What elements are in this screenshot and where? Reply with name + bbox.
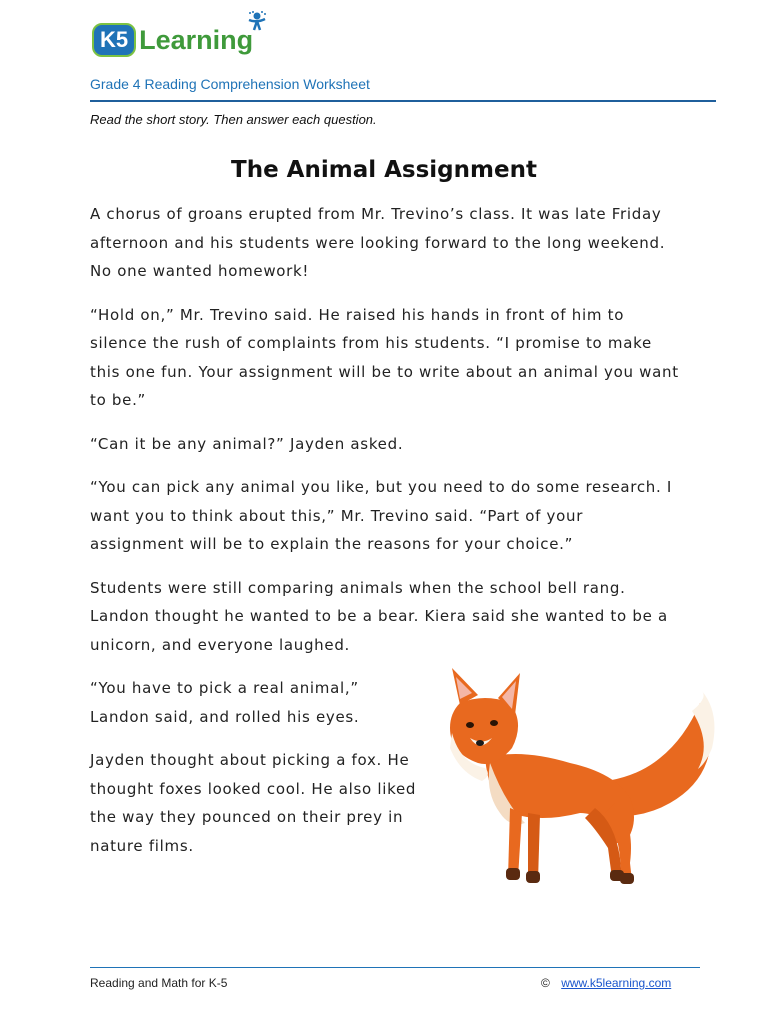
story-paragraph: Jayden thought about picking a fox. He thought foxes looked cool. He also liked the way they pounced on their prey in nature films.: [90, 751, 417, 855]
k5-learning-logo[interactable]: [92, 20, 253, 60]
story-paragraph: “Hold on,” Mr. Trevino said. He raised his hands in front of him to silence the rush of complaints from his students. “I promise to make this one fun. Your assignment will be to write about an animal you want to be.”: [90, 305, 679, 409]
footer-credits: [541, 976, 671, 990]
story-paragraph: “You have to pick a real animal,” Landon said, and rolled his eyes.: [90, 679, 360, 726]
fox-illustration: [430, 663, 720, 893]
header-divider: [90, 100, 716, 102]
story-title: The Animal Assignment: [231, 157, 537, 183]
logo-text: [139, 25, 253, 55]
story-paragraph: “Can it be any animal?” Jayden asked.: [90, 434, 404, 453]
logo-badge: K5: [92, 23, 136, 57]
person-icon: [246, 11, 268, 31]
story-paragraph: A chorus of groans erupted from Mr. Trevino’s class. It was late Friday afternoon and his students were looking forward to the long weekend. No one wanted homework!: [90, 205, 666, 280]
worksheet-subtitle: Grade 4 Reading Comprehension Worksheet: [90, 76, 370, 92]
instructions: Read the short story. Then answer each question.: [90, 112, 377, 127]
website-link[interactable]: www.k5learning.com: [561, 976, 672, 990]
footer-divider: [90, 967, 700, 968]
footer-tagline: Reading and Math for K-5: [90, 976, 228, 990]
story-paragraph: “You can pick any animal you like, but you need to do some research. I want you to think about this,” Mr. Trevino said. “Part of your assignment will be to explain the reasons for your choice.”: [90, 478, 673, 553]
copyright-symbol: ©: [541, 976, 550, 990]
story-paragraph: Students were still comparing animals when the school bell rang. Landon thought he wanted to be a bear. Kiera said she wanted to be a unicorn, and everyone laughed.: [90, 578, 668, 654]
logo-wordmark: Learning: [139, 25, 254, 55]
